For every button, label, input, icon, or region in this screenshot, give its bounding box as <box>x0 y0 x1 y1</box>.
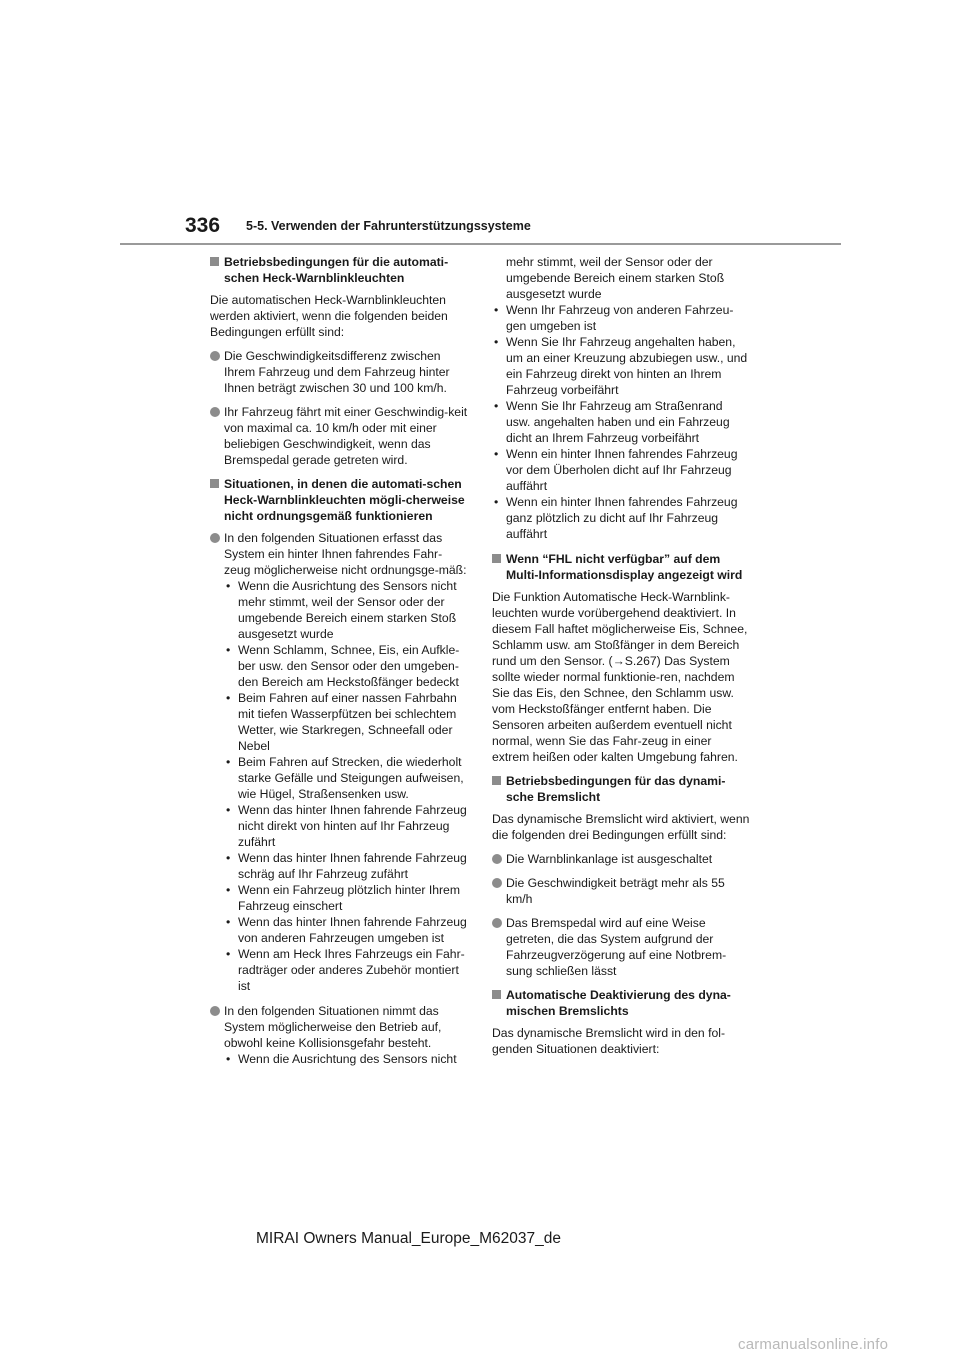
false-activation-list-continued <box>492 302 750 542</box>
condition-item: Die Geschwindigkeit beträgt mehr als 55 km/h <box>492 875 750 907</box>
circle-bullet-icon <box>210 351 220 361</box>
list-item: • Wenn die Ausrichtung des Sensors nicht <box>226 1052 457 1066</box>
square-bullet-icon <box>210 257 219 266</box>
list-item: • Wenn ein hinter Ihnen fahrendes Fahrzeug vor dem Überholen dicht auf Ihr Fahrzeug auffährt <box>494 447 738 493</box>
square-bullet-icon <box>492 776 501 785</box>
condition-item: Das Bremspedal wird auf eine Weise getreten, die das System aufgrund der Fahrzeugverzögerung auf eine Notbrem-sung schließen lässt <box>492 915 750 979</box>
paragraph: Das dynamische Bremslicht wird aktiviert, wenn die folgenden drei Bedingungen erfüllt sind: <box>492 812 750 842</box>
situation-list <box>210 578 468 994</box>
section-title: 5-5. Verwenden der Fahrunterstützungssysteme <box>246 219 531 233</box>
list-item-continuation: mehr stimmt, weil der Sensor oder der umgebende Bereich einem starken Stoß ausgesetzt wurde <box>506 255 725 301</box>
paragraph: Das dynamische Bremslicht wird in den fol-genden Situationen deaktiviert: <box>492 1026 726 1056</box>
condition-item: Die Warnblinkanlage ist ausgeschaltet <box>492 851 750 867</box>
left-column <box>210 254 468 1067</box>
paragraph: Die automatischen Heck-Warnblinkleuchten werden aktiviert, wenn die folgenden beiden Bedingungen erfüllt sind: <box>210 293 448 339</box>
watermark: carmanualsonline.info <box>738 1336 889 1353</box>
false-activation-list <box>210 1051 468 1067</box>
heading-fhl-unavailable: Wenn “FHL nicht verfügbar” auf dem Multi-Informationsdisplay angezeigt wird <box>492 551 750 583</box>
circle-bullet-icon <box>210 1006 220 1016</box>
situation-item: In den folgenden Situationen erfasst das System ein hinter Ihnen fahrendes Fahr-zeug möglicherweise nicht ordnungsge-mäß: <box>210 530 468 578</box>
list-item: • Beim Fahren auf Strecken, die wiederholt starke Gefälle und Steigungen aufweisen, wie Hügel, Straßensenken usw. <box>226 755 464 801</box>
list-item: • Wenn ein hinter Ihnen fahrendes Fahrzeug ganz plötzlich zu dicht auf Ihr Fahrzeug auffährt <box>494 495 738 541</box>
heading-automatic-deactivation: Automatische Deaktivierung des dyna-mischen Bremslichts <box>492 987 750 1019</box>
list-item: • Wenn das hinter Ihnen fahrende Fahrzeug von anderen Fahrzeugen umgeben ist <box>226 915 467 945</box>
condition-item: Ihr Fahrzeug fährt mit einer Geschwindig-keit von maximal ca. 10 km/h oder mit einer beliebigen Geschwindigkeit, wenn das Bremspedal gerade getreten wird. <box>210 404 468 468</box>
header-divider <box>120 243 841 245</box>
list-item: • Wenn die Ausrichtung des Sensors nicht mehr stimmt, weil der Sensor oder der umgebende Bereich einem starken Stoß ausgesetzt wurde <box>226 579 457 641</box>
heading-operating-conditions-hazard: Betriebsbedingungen für die automati-schen Heck-Warnblinkleuchten <box>210 254 468 286</box>
circle-bullet-icon <box>492 918 502 928</box>
page-number: 336 <box>185 214 221 237</box>
circle-bullet-icon <box>210 533 220 543</box>
list-item: • Wenn das hinter Ihnen fahrende Fahrzeug schräg auf Ihr Fahrzeug zufährt <box>226 851 467 881</box>
circle-bullet-icon <box>492 854 502 864</box>
heading-dynamic-brake-light-conditions: Betriebsbedingungen für das dynami-sche Bremslicht <box>492 773 750 805</box>
condition-item: Die Geschwindigkeitsdifferenz zwischen Ihrem Fahrzeug und dem Fahrzeug hinter Ihnen beträgt zwischen 30 und 100 km/h. <box>210 348 468 396</box>
square-bullet-icon <box>210 479 219 488</box>
list-item: • Wenn am Heck Ihres Fahrzeugs ein Fahr-radträger oder anderes Zubehör montiert ist <box>226 947 465 993</box>
paragraph: Die Funktion Automatische Heck-Warnblink-leuchten wurde vorübergehend deaktiviert. In diesem Fall haftet möglicherweise Eis, Schnee, Schlamm usw. am Stoßfänger in dem Bereich rund um den Sensor. (→S.267) Das System sollte wieder normal funktionie-ren, nachdem Sie das Eis, den Schnee, den Schlamm usw. vom Heckstoßfänger entfernt haben. Die Sensoren arbeiten außerdem eventuell nicht normal, wenn Sie das Fahr-zeug in einer extrem heißen oder kalten Umgebung fahren. <box>492 590 748 764</box>
square-bullet-icon <box>492 554 501 563</box>
list-item: • Wenn Sie Ihr Fahrzeug am Straßenrand usw. angehalten haben und ein Fahrzeug dicht an Ihrem Fahrzeug vorbeifährt <box>494 399 730 445</box>
list-item: • Wenn Ihr Fahrzeug von anderen Fahrzeu-gen umgeben ist <box>494 303 734 333</box>
footer-manual-id: MIRAI Owners Manual_Europe_M62037_de <box>256 1230 562 1247</box>
circle-bullet-icon <box>210 407 220 417</box>
list-item: • Wenn Schlamm, Schnee, Eis, ein Aufkle-ber usw. den Sensor oder den umgeben-den Bereich am Heckstoßfänger bedeckt <box>226 643 460 689</box>
heading-malfunction-situations: Situationen, in denen die automati-schen Heck-Warnblinkleuchten mögli-cherweise nicht ordnungsgemäß funktionieren <box>210 476 468 524</box>
circle-bullet-icon <box>492 878 502 888</box>
situation-item: In den folgenden Situationen nimmt das System möglicherweise den Betrieb auf, obwohl keine Kollisionsgefahr besteht. <box>210 1003 468 1051</box>
list-item: • Wenn das hinter Ihnen fahrende Fahrzeug nicht direkt von hinten auf Ihr Fahrzeug zufährt <box>226 803 467 849</box>
list-item: • Wenn Sie Ihr Fahrzeug angehalten haben, um an einer Kreuzung abzubiegen usw., und ein Fahrzeug direkt von hinten an Ihrem Fahrzeug vorbeifährt <box>494 335 748 397</box>
square-bullet-icon <box>492 990 501 999</box>
right-column <box>492 254 750 1065</box>
list-item: • Wenn ein Fahrzeug plötzlich hinter Ihrem Fahrzeug einschert <box>226 883 460 913</box>
list-item: • Beim Fahren auf einer nassen Fahrbahn mit tiefen Wasserpfützen bei schlechtem Wetter, wie Starkregen, Schneefall oder Nebel <box>226 691 457 753</box>
